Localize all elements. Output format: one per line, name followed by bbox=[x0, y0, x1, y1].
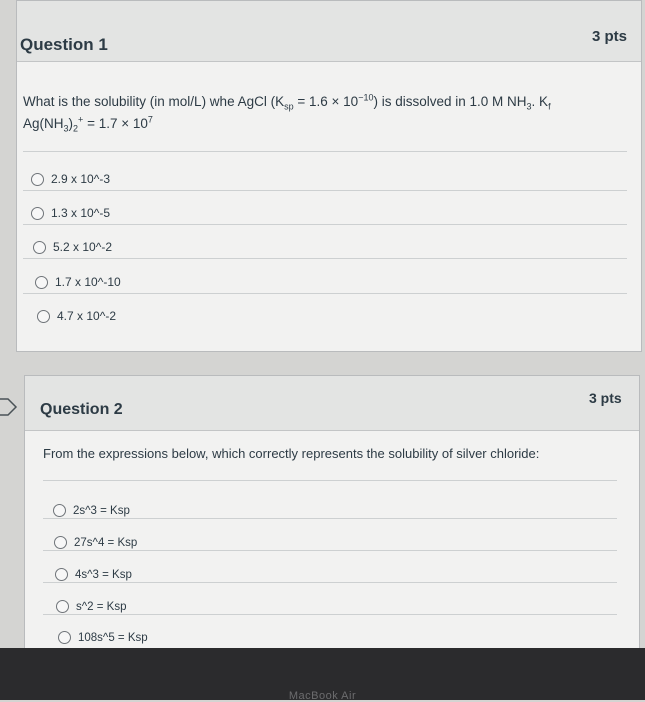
question-1-card bbox=[16, 0, 642, 352]
divider bbox=[43, 518, 617, 519]
question-2-card bbox=[24, 375, 640, 677]
q1-text-sub: 3 bbox=[63, 123, 69, 134]
divider bbox=[43, 480, 617, 481]
q1-text-sub: f bbox=[548, 101, 551, 112]
answer-option[interactable] bbox=[35, 275, 121, 289]
current-question-arrow-icon bbox=[0, 398, 18, 416]
answer-option[interactable] bbox=[33, 240, 112, 254]
answer-option[interactable] bbox=[31, 172, 110, 186]
radio-button[interactable] bbox=[31, 173, 44, 186]
divider bbox=[23, 293, 627, 294]
question-1-points: 3 pts bbox=[592, 28, 628, 45]
divider bbox=[43, 582, 617, 583]
radio-button[interactable] bbox=[56, 600, 69, 613]
answer-option[interactable] bbox=[58, 631, 148, 644]
q1-text-sub: sp bbox=[284, 101, 294, 112]
answer-option[interactable] bbox=[54, 536, 137, 549]
answer-option[interactable] bbox=[56, 600, 126, 613]
q1-text-part: ) is dissolved in 1.0 M NH bbox=[373, 94, 527, 109]
divider bbox=[23, 151, 627, 152]
radio-button[interactable] bbox=[33, 241, 46, 254]
answer-option[interactable] bbox=[55, 568, 132, 581]
q1-text-sup: 7 bbox=[147, 114, 153, 125]
q1-text-part: What is the solubility (in mol/L) whe AgCl (K bbox=[23, 94, 285, 109]
answer-label: 2.9 x 10^-3 bbox=[51, 172, 110, 186]
question-1-title: Question 1 bbox=[20, 35, 108, 54]
answer-label: 1.3 x 10^-5 bbox=[51, 206, 110, 220]
q1-text-part: Ag(NH bbox=[23, 116, 64, 131]
radio-button[interactable] bbox=[35, 276, 48, 289]
radio-button[interactable] bbox=[55, 568, 68, 581]
answer-label: 5.2 x 10^-2 bbox=[53, 240, 112, 254]
question-2-title: Question 2 bbox=[40, 401, 123, 418]
radio-button[interactable] bbox=[58, 631, 71, 644]
radio-button[interactable] bbox=[31, 207, 44, 220]
divider bbox=[23, 224, 627, 225]
answer-option[interactable] bbox=[53, 504, 130, 517]
divider bbox=[43, 550, 617, 551]
device-label: MacBook Air bbox=[288, 690, 357, 702]
answer-label: 4.7 x 10^-2 bbox=[57, 309, 116, 323]
divider bbox=[23, 190, 627, 191]
answer-label: 4s^3 = Ksp bbox=[75, 568, 132, 581]
question-1-header bbox=[17, 1, 641, 62]
radio-button[interactable] bbox=[54, 536, 67, 549]
answer-option[interactable] bbox=[37, 309, 116, 323]
q1-text-part: ) bbox=[68, 116, 74, 131]
q1-text-sup: + bbox=[78, 114, 84, 125]
answer-label: 108s^5 = Ksp bbox=[78, 631, 148, 644]
question-2-points: 3 pts bbox=[589, 390, 622, 406]
answer-label: 1.7 x 10^-10 bbox=[55, 275, 121, 289]
q1-text-part: = 1.7 × 10 bbox=[83, 116, 148, 131]
q1-text-sub: 3 bbox=[526, 101, 532, 112]
radio-button[interactable] bbox=[53, 504, 66, 517]
answer-option[interactable] bbox=[31, 206, 110, 220]
question-2-text: From the expressions below, which correctly represents the solubility of silver chloride: bbox=[43, 446, 540, 461]
q1-text-sup: −10 bbox=[358, 92, 374, 103]
q1-text-sub: 2 bbox=[73, 123, 79, 134]
question-1-text bbox=[23, 91, 623, 135]
answer-label: 2s^3 = Ksp bbox=[73, 504, 130, 517]
q1-text-part: = 1.6 × 10 bbox=[293, 94, 359, 109]
answer-label: s^2 = Ksp bbox=[76, 600, 127, 613]
divider bbox=[43, 614, 617, 615]
q1-text-part: . K bbox=[531, 94, 549, 109]
divider bbox=[23, 258, 627, 259]
radio-button[interactable] bbox=[37, 310, 50, 323]
answer-label: 27s^4 = Ksp bbox=[74, 536, 138, 549]
